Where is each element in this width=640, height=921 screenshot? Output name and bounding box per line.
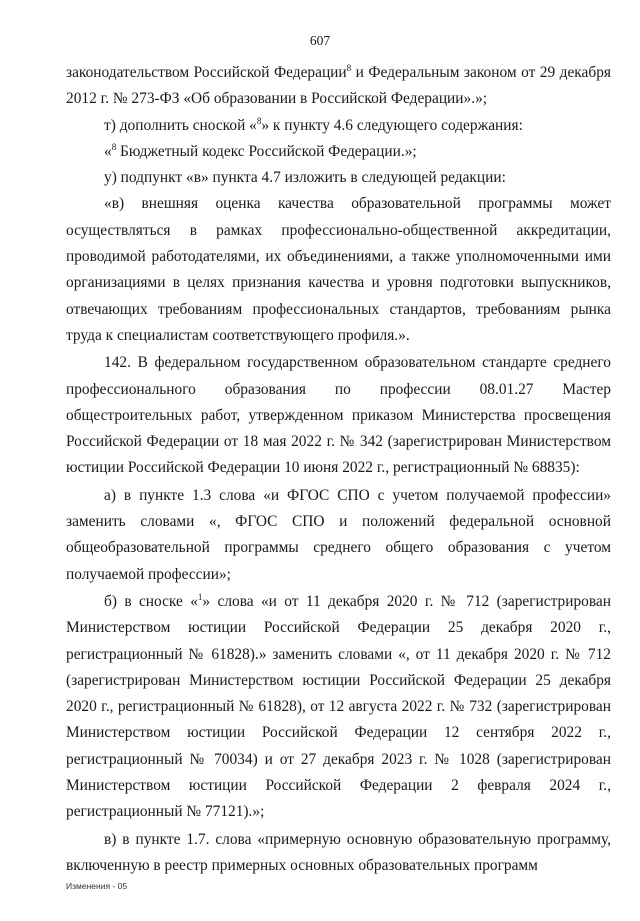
paragraph-1	[66, 60, 611, 113]
footnote-mark-8: 8	[256, 115, 262, 126]
paragraph-item-a: а) в пункте 1.3 слова «и ФГОС СПО с учетом получаемой профессии» заменить словами «, ФГОС СПО и положений федеральной основной общеобразовательной программы среднего общего образования с учетом получаемой профессии»;	[66, 486, 611, 583]
footer-revision-label: Изменения - 05	[66, 881, 128, 891]
footnote-ref-8: 8	[346, 63, 352, 73]
paragraph-footnote-text	[66, 139, 611, 165]
document-body	[66, 60, 611, 879]
paragraph-item-v: в) в пункте 1.7. слова «примерную основную образовательную программу, включенную в реестр примерных основных образовательных программ	[66, 830, 611, 874]
paragraph-item-b-text-a: б) в сноске «	[104, 592, 198, 610]
paragraph-item-t-text-a: т) дополнить сноской «	[104, 116, 257, 134]
paragraph-item-t	[66, 113, 611, 139]
paragraph-footnote-quote: «	[104, 142, 112, 160]
paragraph-1-text-b: и Федеральным законом от 29 декабря 2012 г. № 273-ФЗ «Об образовании в Российской Федерации».»;	[66, 64, 611, 108]
paragraph-quoted-item-v: «в) внешняя оценка качества образовательной программы может осуществляться в рамках профессионально-общественной аккредитации, проводимой работодателями, их объединениями, а также уполномоченными ими организациями в целях признания качества и уровня подготовки выпускников, отвечающих требованиям профессиональных стандартов, требованиям рынка труда к специалистам соответствующего профиля.».	[66, 195, 611, 344]
paragraph-item-t-text-b: » к пункту 4.6 следующего содержания:	[261, 116, 523, 134]
page-number: 607	[309, 33, 331, 48]
paragraph-142: 142. В федеральном государственном образовательном стандарте среднего профессионального образования по профессии 08.01.27 Мастер общестроительных работ, утвержденном приказом Министерства просвещения Российской Федерации от 18 мая 2022 г. № 342 (зарегистрирован Министерством юстиции Российской Федерации 10 июня 2022 г., регистрационный № 68835):	[66, 354, 611, 477]
paragraph-item-b-text-b: » слова «и от 11 декабря 2020 г. № 712 (зарегистрирован Министерством юстиции Российской Федерации 25 декабря 2020 г., регистрационный № 61828).» заменить словами «, от 11 декабря 2020 г. № 712 (зарегистрирован Министерством юстиции Российской Федерации 25 декабря 2020 г., регистрационный № 61828), от 12 августа 2022 г. № 732 (зарегистрирован Министерством юстиции Российской Федерации 12 сентября 2022 г., регистрационный № 70034) и от 27 декабря 2023 г. № 1028 (зарегистрирован Министерством юстиции Российской Федерации 2 февраля 2024 г., регистрационный № 77121).»;	[66, 592, 611, 821]
footnote-mark-1: 1	[197, 591, 203, 602]
paragraph-1-text-a: законодательством Российской Федерации	[66, 64, 347, 81]
paragraph-item-b	[66, 589, 611, 826]
paragraph-footnote-body: Бюджетный кодекс Российской Федерации.»;	[116, 142, 417, 160]
paragraph-item-u: у) подпункт «в» пункта 4.7 изложить в следующей редакции:	[104, 169, 506, 187]
footnote-number-8: 8	[111, 141, 117, 152]
